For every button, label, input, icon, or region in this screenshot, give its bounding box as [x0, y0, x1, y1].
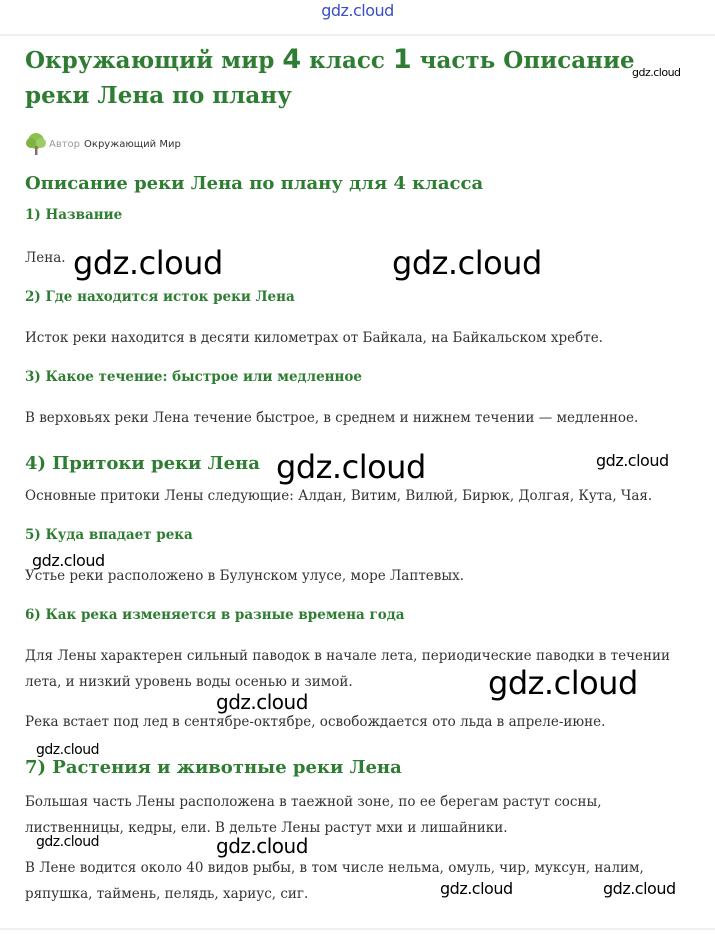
- question-heading: 6) Как река изменяется в разные времена года: [25, 607, 405, 623]
- watermark: gdz.cloud: [276, 448, 426, 486]
- watermark: gdz.cloud: [216, 834, 308, 858]
- site-brand-link[interactable]: gdz.cloud: [321, 1, 394, 20]
- watermark: gdz.cloud: [216, 690, 308, 714]
- watermark: gdz.cloud: [392, 244, 542, 282]
- question-heading: 1) Название: [25, 207, 123, 223]
- watermark: gdz.cloud: [440, 879, 513, 898]
- answer-text: В верховьях реки Лена течение быстрое, в среднем и нижнем течении — медленное.: [25, 410, 639, 426]
- answer-text: Основные притоки Лены следующие: Алдан, Витим, Вилюй, Бирюк, Долгая, Кута, Чая.: [25, 488, 653, 504]
- watermark: gdz.cloud: [632, 66, 681, 79]
- header-divider: [0, 34, 715, 36]
- watermark: gdz.cloud: [596, 451, 669, 470]
- answer-text: Большая часть Лены расположена в таежной зоне, по ее берегам растут сосны, лиственницы, кедры, ели. В дельте Лены растут мхи и лишайники.: [25, 794, 602, 836]
- question-heading: 5) Куда впадает река: [25, 527, 193, 543]
- answer-text: В Лене водится около 40 видов рыбы, в том числе нельма, омуль, чир, муксун, налим, ряпушка, таймень, пелядь, хариус, сиг.: [25, 860, 644, 902]
- answer-text: Лена.: [25, 250, 66, 266]
- answer-text: Устье реки расположено в Булунском улусе, море Лаптевых.: [25, 568, 465, 584]
- page-title: Окружающий мир 4 класс 1 часть Описание реки Лена по плану: [25, 44, 635, 109]
- watermark: gdz.cloud: [32, 551, 105, 570]
- question-heading: 3) Какое течение: быстрое или медленное: [25, 369, 363, 385]
- watermark: gdz.cloud: [73, 244, 223, 282]
- watermark: gdz.cloud: [488, 664, 638, 702]
- watermark: gdz.cloud: [36, 834, 99, 850]
- watermark: gdz.cloud: [603, 879, 676, 898]
- footer-divider: [0, 928, 715, 930]
- author-name-link[interactable]: Окружающий Мир: [84, 138, 181, 150]
- answer-text: Для Лены характерен сильный паводок в начале лета, периодические паводки в течении лета, и низкий уровень воды осенью и зимой.: [25, 648, 671, 690]
- author-line: [25, 131, 695, 157]
- tree-icon: [25, 132, 47, 156]
- question-heading: 4) Притоки реки Лена: [25, 453, 260, 474]
- question-heading: 2) Где находится исток реки Лена: [25, 289, 295, 305]
- watermark: gdz.cloud: [36, 742, 99, 758]
- answer-text: Река встает под лед в сентябре-октябре, освобождается ото льда в апреле-июне.: [25, 714, 606, 730]
- section-title: Описание реки Лена по плану для 4 класса: [25, 173, 484, 194]
- answer-text: Исток реки находится в десяти километрах от Байкала, на Байкальском хребте.: [25, 330, 603, 346]
- question-heading: 7) Растения и животные реки Лена: [25, 757, 402, 778]
- author-label: Автор: [49, 138, 81, 150]
